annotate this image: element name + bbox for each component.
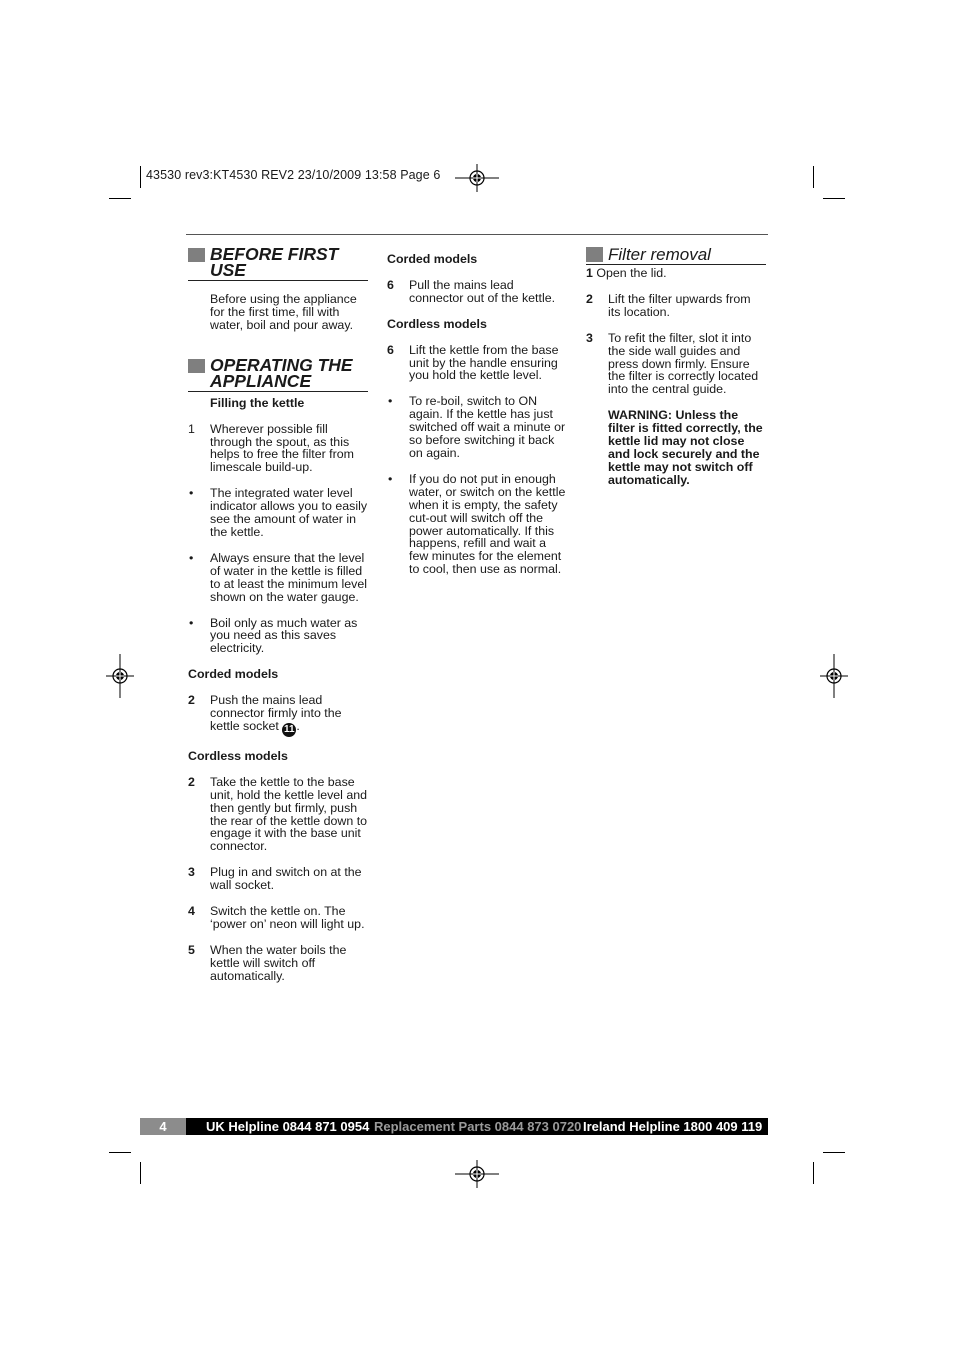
corded-subheading: Corded models: [188, 667, 279, 682]
list-item: 5 When the water boils the kettle will switch off automatically.: [188, 942, 347, 983]
crop-mark: [140, 166, 141, 188]
list-item: 2 Take the kettle to the base unit, hold the kettle level and then gently but firmly, push the rear of the kettle down to engage it with the base unit connector.: [188, 774, 368, 854]
corded-subheading: Corded models: [387, 252, 478, 266]
registration-mark-icon: [812, 654, 856, 698]
heading-square-icon: [586, 247, 603, 262]
cordless-subheading: Cordless models: [387, 316, 487, 331]
list-item: 6 Lift the kettle from the base unit by the handle ensuring you hold the kettle level.: [387, 342, 559, 383]
list-item: • If you do not put in enough water, or switch on the kettle when it is empty, the safety cut-out will switch off the power automatically. If this happens, refill and wait a few minutes for the element to cool, then use as normal.: [388, 471, 566, 577]
heading-square-icon: [188, 359, 205, 373]
column-right: [586, 246, 766, 487]
list-item: • To re-boil, switch to ON again. If the kettle has just switched off wait a minute or so before switching it back on again.: [388, 394, 566, 460]
section-heading-before-first-use: BEFORE FIRST USE: [188, 246, 368, 281]
crop-mark: [140, 1162, 141, 1184]
crop-mark: [109, 198, 131, 199]
list-item: 3 To refit the filter, slot it into the side wall guides and press down firmly. Ensure the filter is correctly located into the central guide.: [586, 330, 759, 397]
top-rule: [186, 234, 768, 235]
reference-number-badge: 11: [284, 723, 295, 735]
section-heading-filter-removal: Filter removal: [586, 246, 766, 265]
before-first-use-text: Before using the appliance for the first time, fill with water, boil and pour away.: [210, 292, 357, 332]
list-item: 6 Pull the mains lead connector out of the kettle.: [387, 277, 556, 305]
column-left: [188, 246, 368, 983]
list-item: • Boil only as much water as you need as this saves electricity.: [189, 615, 358, 656]
section-heading-operating: OPERATING THE APPLIANCE: [188, 357, 368, 392]
list-item: 2 Lift the filter upwards from its location.: [586, 291, 751, 319]
list-item: • Always ensure that the level of water in the kettle is filled to at least the minimum level shown on the water gauge.: [189, 550, 368, 604]
list-item: • The integrated water level indicator allows you to easily see the amount of water in the kettle.: [189, 486, 368, 539]
registration-mark-icon: [455, 1152, 499, 1196]
footer-helpline-bar: [140, 1118, 768, 1135]
crop-mark: [823, 198, 845, 199]
list-item: 2 Push the mains lead connector firmly into the kettle socket 11 .: [188, 693, 342, 735]
filling-subheading: Filling the kettle: [210, 395, 305, 410]
crop-mark: [109, 1152, 131, 1153]
registration-mark-icon: [98, 654, 142, 698]
crop-mark: [813, 166, 814, 188]
list-item: 1 Wherever possible fill through the spout, as this helps to free the filter from limescale build-up.: [188, 421, 354, 475]
cordless-subheading: Cordless models: [188, 748, 288, 763]
list-item: 4 Switch the kettle on. The ‘power on’ neon will light up.: [188, 904, 365, 931]
ireland-helpline: Ireland Helpline 1800 409 119: [583, 1119, 763, 1134]
print-slug: 43530 rev3:KT4530 REV2 23/10/2009 13:58 Page 6: [146, 168, 441, 182]
heading-square-icon: [188, 248, 205, 262]
uk-helpline: UK Helpline 0844 871 0954: [206, 1119, 370, 1134]
page-number: 4: [140, 1118, 186, 1135]
replacement-parts: Replacement Parts 0844 873 0720: [374, 1119, 582, 1134]
crop-mark: [823, 1152, 845, 1153]
list-item: 1 Open the lid.: [586, 266, 667, 280]
registration-mark-icon: [455, 156, 499, 200]
warning-text: WARNING: Unless the filter is fitted correctly, the kettle lid may not close and lock securely and the kettle may not switch off automatically.: [608, 408, 763, 487]
list-item: 3 Plug in and switch on at the wall socket.: [188, 865, 362, 893]
column-middle: [387, 253, 567, 576]
crop-mark: [813, 1162, 814, 1184]
